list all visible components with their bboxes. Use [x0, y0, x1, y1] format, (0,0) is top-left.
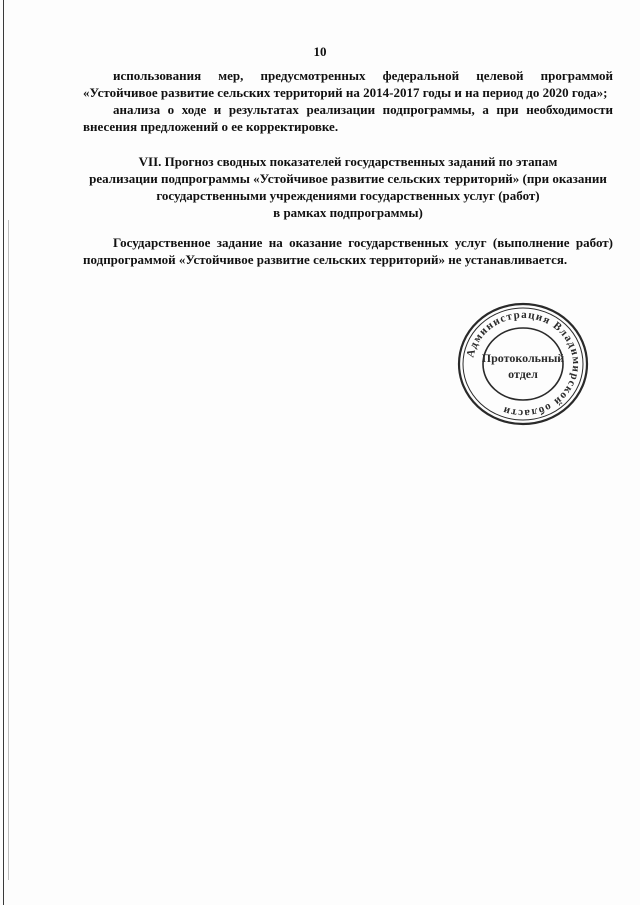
intro-paragraph-2: анализа о ходе и результатах реализации подпрограммы, а при необходимости внесения предложений о ее корректировке. — [83, 102, 613, 134]
section-body — [83, 234, 613, 268]
section-heading — [83, 153, 613, 221]
intro-text — [83, 67, 613, 135]
section-heading-line: реализации подпрограммы «Устойчивое развитие сельских территорий» (при оказании — [89, 171, 607, 186]
section-heading-line: VII. Прогноз сводных показателей государственных заданий по этапам — [138, 154, 558, 169]
scan-edge-line-faint — [8, 220, 9, 880]
official-stamp — [455, 300, 591, 428]
stamp-seal-icon — [455, 300, 591, 428]
page-number: 10 — [313, 44, 327, 59]
stamp-ring-text: Администрация Владимирской области — [464, 308, 583, 420]
intro-paragraph-1: использования мер, предусмотренных федеральной целевой программой «Устойчивое развитие сельских территорий на 2014-2017 годы и на период до 2020 года»; — [83, 68, 613, 100]
stamp-center-line-2: отдел — [508, 367, 538, 381]
stamp-center-line-1: Протокольный — [481, 351, 565, 365]
section-heading-line: в рамках подпрограммы) — [273, 205, 423, 220]
section-heading-line: государственными учреждениями государственных услуг (работ) — [156, 188, 540, 203]
scan-edge-line — [3, 0, 4, 905]
section-body-paragraph: Государственное задание на оказание государственных услуг (выполнение работ) подпрограммой «Устойчивое развитие сельских территорий» не устанавливается. — [83, 235, 613, 267]
